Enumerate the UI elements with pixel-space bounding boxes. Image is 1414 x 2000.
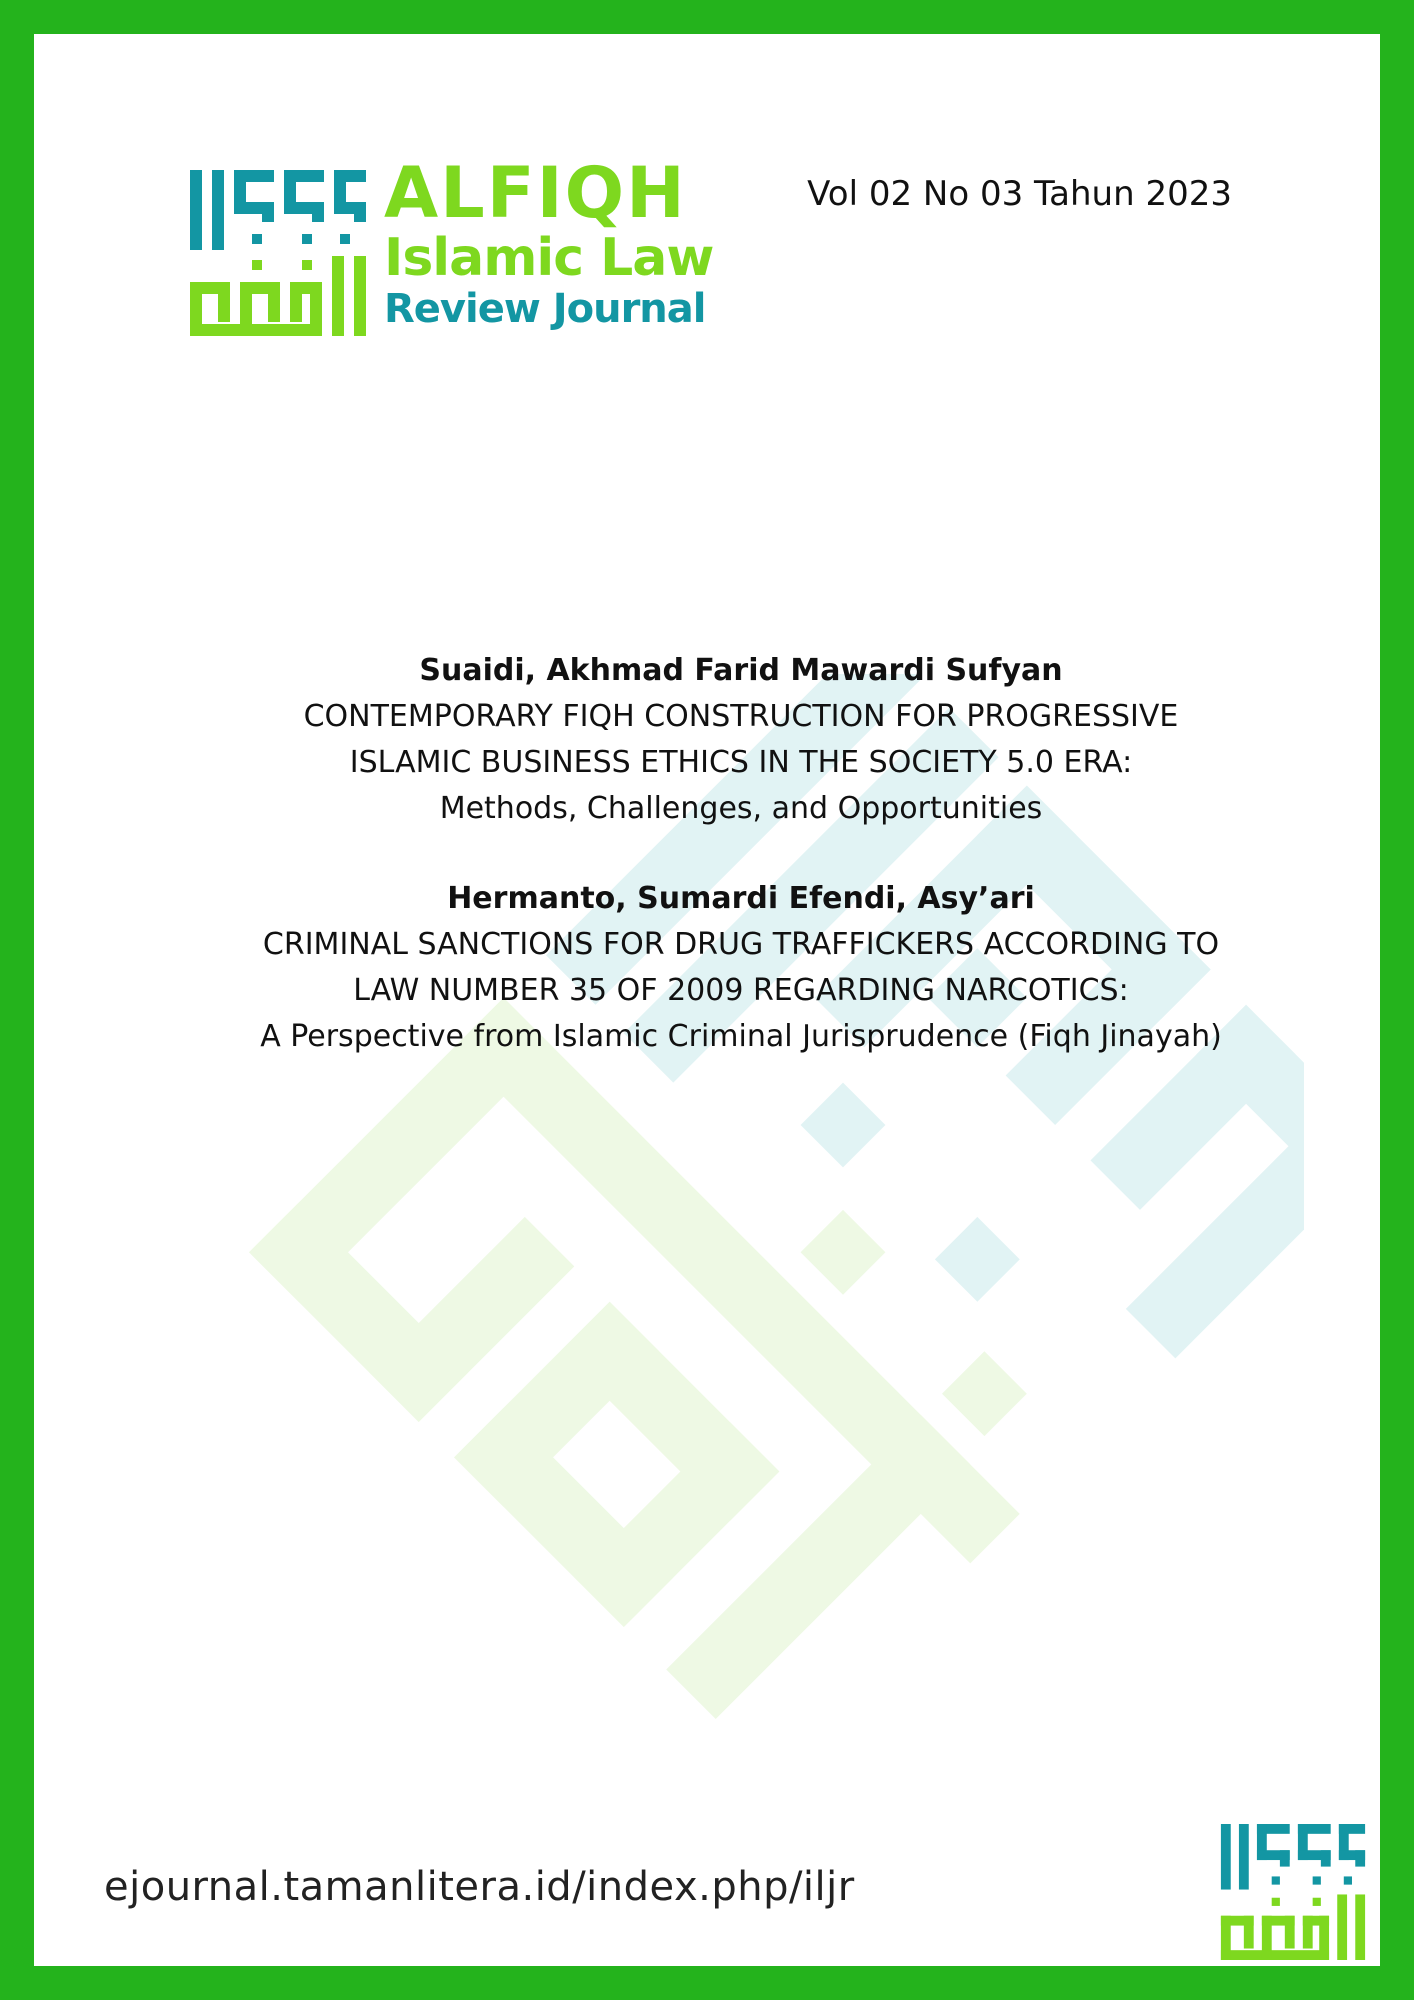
- article-title-line: CRIMINAL SANCTIONS FOR DRUG TRAFFICKERS ACCORDING TO: [262, 927, 1220, 962]
- article-list: [154, 648, 1328, 1104]
- article-title-line: A Perspective from Islamic Criminal Jurisprudence (Fiqh Jinayah): [260, 1019, 1222, 1054]
- journal-logo: [154, 134, 714, 354]
- article-authors: Hermanto, Sumardi Efendi, Asy’ari: [447, 881, 1035, 916]
- article-title-line: CONTEMPORARY FIQH CONSTRUCTION FOR PROGRESSIVE: [303, 699, 1179, 734]
- logo-subtitle-2: Review Journal: [384, 286, 706, 332]
- issue-label: Vol 02 No 03 Tahun 2023: [807, 174, 1232, 214]
- article-title-line: ISLAMIC BUSINESS ETHICS IN THE SOCIETY 5.0 ERA:: [349, 745, 1133, 780]
- article-entry-1: [154, 648, 1328, 832]
- article-title-line: LAW NUMBER 35 OF 2009 REGARDING NARCOTICS:: [353, 973, 1129, 1008]
- logo-title: ALFIQH: [384, 152, 687, 234]
- kufic-logo-icon: [190, 170, 366, 336]
- article-authors: Suaidi, Akhmad Farid Mawardi Sufyan: [419, 653, 1063, 688]
- logo-subtitle-1: Islamic Law: [384, 228, 714, 288]
- journal-url: ejournal.tamanlitera.id/index.php/iljr: [104, 1864, 855, 1910]
- logo-wordmark: [384, 152, 714, 332]
- article-title-line: Methods, Challenges, and Opportunities: [439, 791, 1043, 826]
- article-entry-2: [154, 876, 1328, 1060]
- kufic-logo-icon: [1220, 1824, 1366, 1960]
